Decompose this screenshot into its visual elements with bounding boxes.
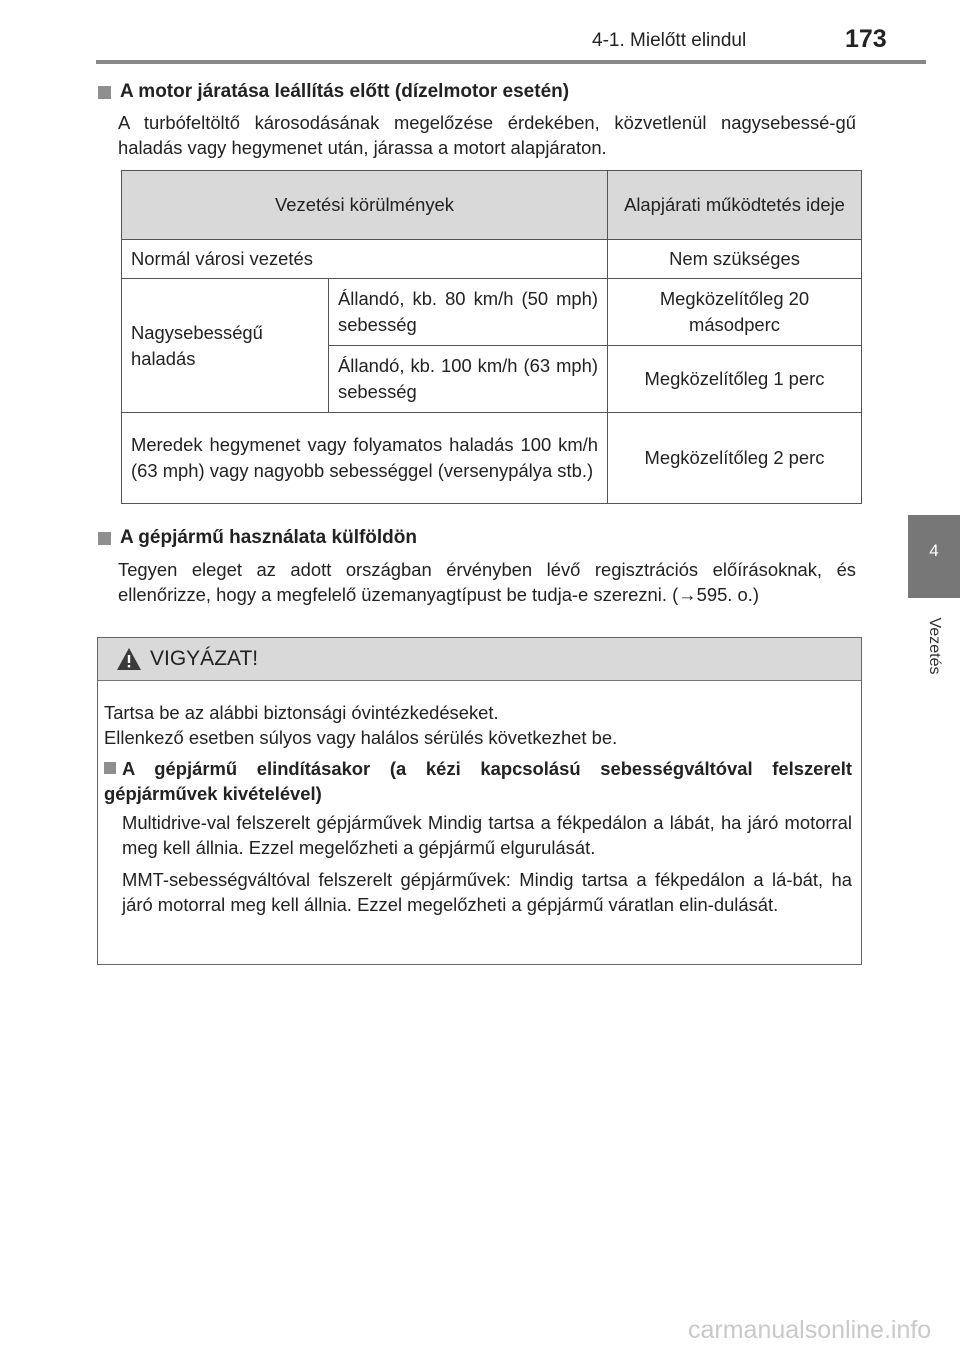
square-bullet-icon	[98, 532, 111, 545]
table-cell-group: Nagysebességű haladás	[122, 279, 329, 413]
table-row	[122, 240, 862, 279]
table-row	[122, 413, 862, 504]
section-title: 4-1. Mielőtt elindul	[592, 30, 747, 51]
warning-subheading	[104, 756, 852, 806]
table-header-conditions: Vezetési körülmények	[122, 171, 608, 240]
paragraph-text: Tegyen eleget az adott országban érvényben lévő regisztrációs előírásoknak, és ellenőrizze, hogy a megfelelő üzemanyagtípust be tudja-e szerezni. (	[118, 559, 856, 605]
warning-paragraph: Multidrive-val felszerelt gépjárművek Mindig tartsa a fékpedálon a lábát, ha járó motorral meg kell állnia. Ezzel megelőzheti a gépjármű elgurulását.	[122, 812, 852, 858]
square-bullet-icon	[104, 762, 116, 774]
chapter-number: 4	[929, 541, 939, 560]
table-cell-time: Megközelítőleg 1 perc	[608, 346, 862, 413]
chapter-label	[922, 606, 946, 686]
table-cell-time: Megközelítőleg 2 perc	[608, 413, 862, 504]
chapter-tab	[908, 515, 960, 598]
warning-paragraph: MMT-sebességváltóval felszerelt gépjárművek: Mindig tartsa a fékpedálon a lá-bát, ha járó motorral meg kell állnia. Ezzel megelőzheti a gépjármű váratlan elin-dulását.	[122, 869, 852, 915]
arrow-right-icon: →	[678, 584, 697, 605]
table-cell-condition: Normál városi vezetés	[122, 240, 608, 279]
section-heading-engine-idle	[98, 81, 569, 103]
section-paragraph-turbo: A turbófeltöltő károsodásának megelőzése érdekében, közvetlenül nagysebessé-gű haladás vagy hegymenet után, járassa a motort alapjáraton.	[118, 112, 856, 158]
table-header-row	[122, 171, 862, 240]
table-cell-condition: Állandó, kb. 100 km/h (63 mph) sebesség	[329, 346, 608, 413]
header-divider	[96, 60, 926, 64]
table-row	[122, 279, 862, 346]
idle-time-table	[121, 170, 862, 504]
watermark: carmanualsonline.info	[688, 1316, 932, 1344]
warning-line: Tartsa be az alábbi biztonsági óvintézkedéseket.	[104, 702, 499, 723]
warning-subheading-text: A gépjármű elindításakor (a kézi kapcsolású sebességváltóval felszerelt gépjárművek kivételével)	[104, 758, 852, 804]
section-paragraph-abroad	[118, 557, 856, 607]
section-heading-abroad	[98, 527, 417, 549]
page-reference-link[interactable]: 595. o.)	[696, 584, 759, 605]
warning-title: VIGYÁZAT!	[150, 647, 259, 670]
table-cell-time: Megközelítőleg 20 másodperc	[608, 279, 862, 346]
table-header-idle-time: Alapjárati működtetés ideje	[608, 171, 862, 240]
section-heading-text: A motor járatása leállítás előtt (dízelmotor esetén)	[120, 81, 570, 102]
warning-triangle-icon	[116, 647, 142, 671]
warning-line: Ellenkező esetben súlyos vagy halálos sérülés következhet be.	[104, 727, 618, 748]
section-heading-text: A gépjármű használata külföldön	[120, 527, 418, 548]
warning-box	[97, 637, 862, 965]
square-bullet-icon	[98, 86, 111, 99]
chapter-label-text: Vezetés	[926, 617, 943, 675]
warning-header	[98, 638, 861, 681]
page-number: 173	[845, 25, 887, 53]
table-cell-condition: Meredek hegymenet vagy folyamatos haladás 100 km/h (63 mph) vagy nagyobb sebességgel (versenypálya stb.)	[122, 413, 608, 504]
table-cell-condition: Állandó, kb. 80 km/h (50 mph) sebesség	[329, 279, 608, 346]
table-cell-time: Nem szükséges	[608, 240, 862, 279]
